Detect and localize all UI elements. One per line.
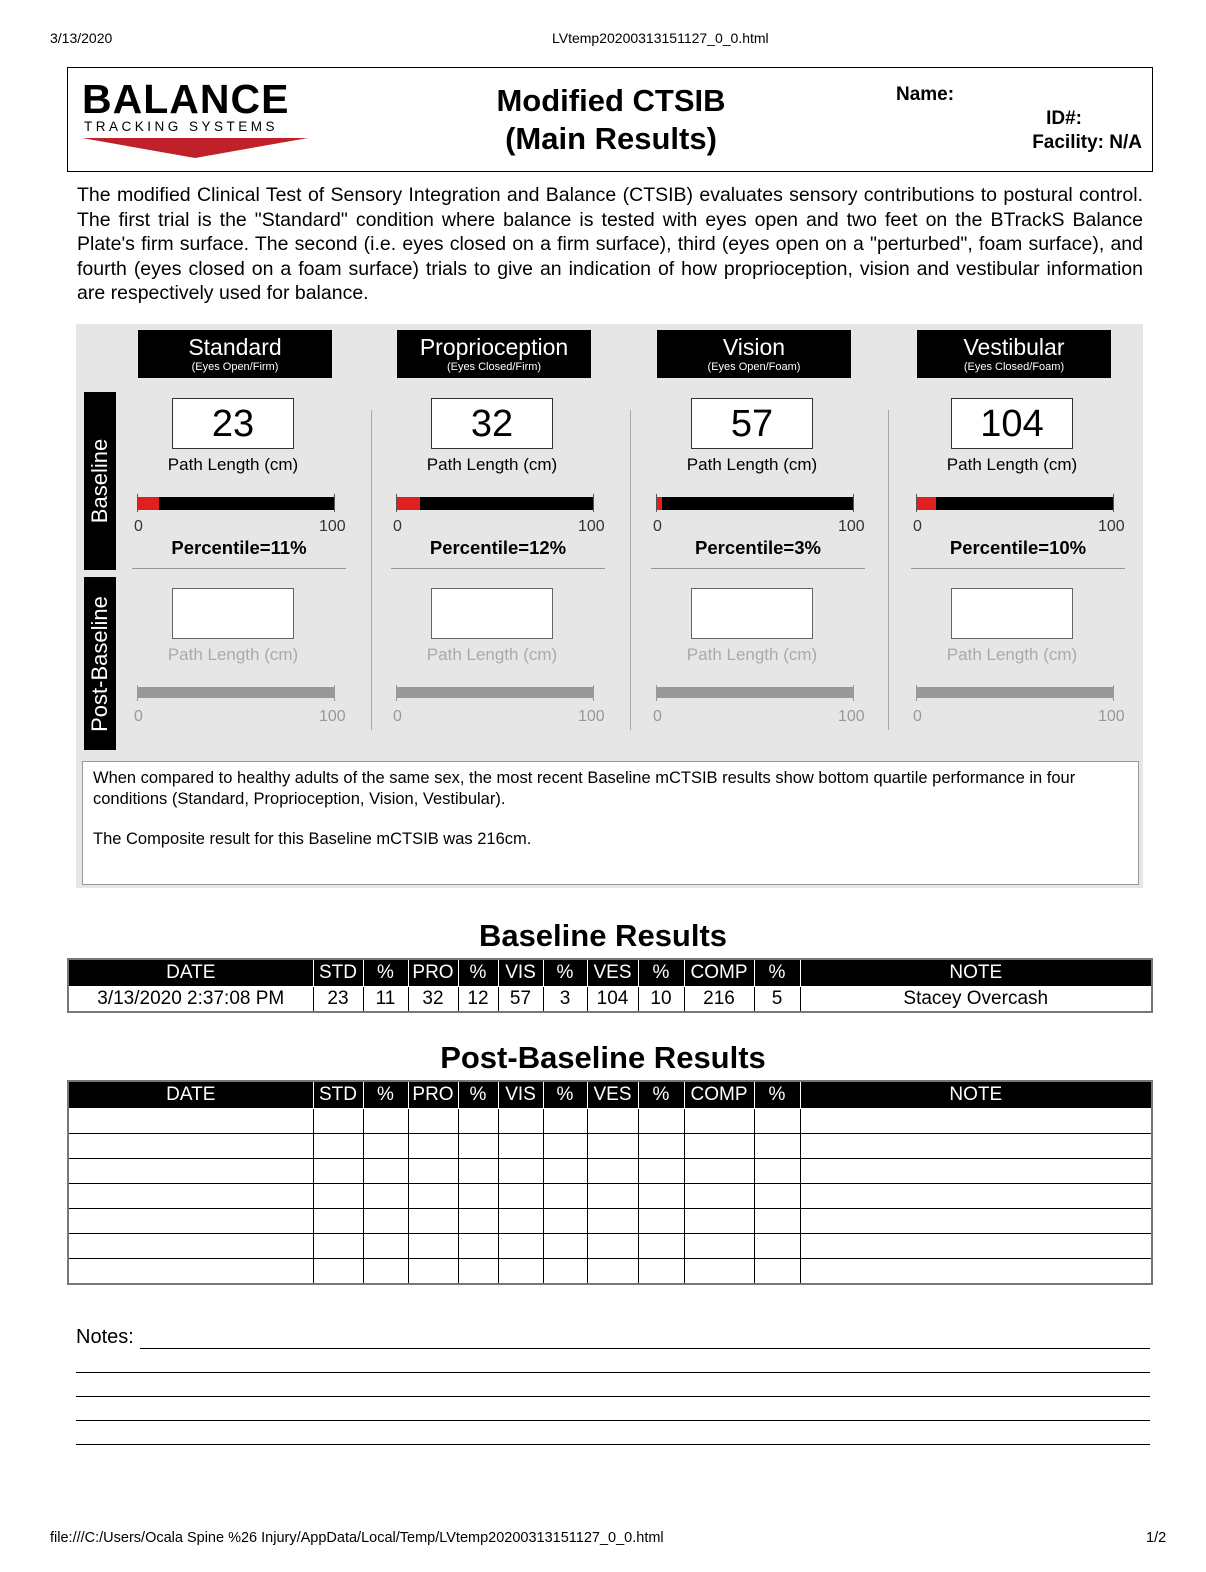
post-path-length-label: Path Length (cm) [426, 645, 558, 664]
notes-line [76, 1372, 1150, 1373]
empty-cell [543, 1159, 587, 1184]
col-pct: % [543, 1081, 587, 1109]
empty-cell [313, 1184, 363, 1209]
empty-cell [313, 1159, 363, 1184]
table-row [68, 1259, 1152, 1285]
col-pct: % [754, 959, 800, 987]
col-comp: COMP [684, 959, 754, 987]
empty-cell [754, 1184, 800, 1209]
scale-min: 0 [653, 518, 662, 535]
path-length-value: 32 [431, 398, 553, 449]
col-pct: % [754, 1081, 800, 1109]
empty-cell [68, 1109, 313, 1134]
print-date: 3/13/2020 [50, 30, 113, 46]
table-row [68, 1134, 1152, 1159]
empty-cell [498, 1209, 543, 1234]
empty-cell [458, 1159, 498, 1184]
empty-cell [68, 1159, 313, 1184]
empty-cell [543, 1209, 587, 1234]
empty-cell [363, 1184, 408, 1209]
footer-path: file:///C:/Users/Ocala Spine %26 Injury/AppData/Local/Temp/LVtemp20200313151127_0_0.html [50, 1530, 664, 1546]
condition-sub: (Eyes Closed/Firm) [446, 361, 542, 373]
empty-cell [458, 1134, 498, 1159]
empty-cell [498, 1109, 543, 1134]
empty-cell [638, 1259, 684, 1285]
percentile-fill [916, 497, 936, 510]
scale-max: 100 [838, 518, 865, 535]
table-row [68, 1209, 1152, 1234]
percentile-fill [396, 497, 420, 510]
col-pct: % [638, 959, 684, 987]
post-baseline-results-title: Post-Baseline Results [440, 1040, 766, 1075]
empty-cell [684, 1134, 754, 1159]
empty-cell [684, 1209, 754, 1234]
empty-cell [587, 1134, 638, 1159]
post-scale-max: 100 [838, 708, 865, 725]
path-length-label: Path Length (cm) [167, 455, 299, 474]
empty-cell [587, 1184, 638, 1209]
notes-line [76, 1396, 1150, 1397]
percentile-text: Percentile=11% [171, 537, 307, 558]
empty-cell [363, 1259, 408, 1285]
condition-sub: (Eyes Open/Firm) [191, 361, 279, 373]
scale-tick [853, 685, 854, 701]
condition-name: Vision [722, 334, 786, 360]
empty-cell [638, 1109, 684, 1134]
name-label: Name: [896, 84, 955, 105]
cell-pct: 12 [458, 987, 498, 1013]
cell-pct: 3 [543, 987, 587, 1013]
scale-max: 100 [578, 518, 605, 535]
empty-cell [313, 1209, 363, 1234]
post-path-length-label: Path Length (cm) [686, 645, 818, 664]
post-path-length-value [951, 588, 1073, 639]
path-length-value: 23 [172, 398, 294, 449]
table-header-row [68, 1081, 1152, 1109]
condition-standard [76, 324, 346, 764]
empty-cell [754, 1159, 800, 1184]
percentile-text: Percentile=3% [695, 537, 821, 558]
empty-cell [800, 1259, 1152, 1285]
scale-max: 100 [319, 518, 346, 535]
path-length-label: Path Length (cm) [686, 455, 818, 474]
cell-comp: 216 [684, 987, 754, 1013]
post-scale-min: 0 [653, 708, 662, 725]
scale-tick [396, 494, 397, 512]
col-pct: % [458, 959, 498, 987]
condition-name: Proprioception [419, 334, 569, 360]
cell-std: 23 [313, 987, 363, 1013]
condition-vestibular [855, 324, 1125, 764]
separator [911, 568, 1125, 569]
post-scale-min: 0 [134, 708, 143, 725]
report-title [68, 82, 1154, 158]
post-percentile-bar [916, 687, 1114, 698]
scale-tick [916, 685, 917, 701]
empty-cell [363, 1109, 408, 1134]
col-pro: PRO [408, 1081, 458, 1109]
empty-cell [543, 1184, 587, 1209]
intro-paragraph: The modified Clinical Test of Sensory Integration and Balance (CTSIB) evaluates sensory contributions to postural control. The first trial is the "Standard" condition where balance is tested with eyes open and two feet on the BTrackS Balance Plate's firm surface. The second (i.e. eyes closed on a firm surface), third (eyes open on a "perturbed", foam surface), and fourth (eyes closed on a foam surface) trials to give an indication of how proprioception, vision and vestibular information are respectively used for balance. [77, 184, 1143, 304]
empty-cell [68, 1134, 313, 1159]
empty-cell [587, 1159, 638, 1184]
scale-min: 0 [913, 518, 922, 535]
summary-box [82, 761, 1139, 885]
empty-cell [313, 1109, 363, 1134]
cell-pro: 32 [408, 987, 458, 1013]
percentile-bar [396, 497, 594, 510]
cell-pct: 10 [638, 987, 684, 1013]
col-pct: % [363, 959, 408, 987]
report-title-line2: (Main Results) [505, 121, 717, 156]
path-length-label: Path Length (cm) [946, 455, 1078, 474]
empty-cell [458, 1234, 498, 1259]
empty-cell [543, 1134, 587, 1159]
post-path-length-value [691, 588, 813, 639]
empty-cell [498, 1234, 543, 1259]
report-title-line1: Modified CTSIB [496, 83, 726, 118]
col-pct: % [458, 1081, 498, 1109]
empty-cell [684, 1159, 754, 1184]
empty-cell [408, 1159, 458, 1184]
col-pct: % [543, 959, 587, 987]
cell-vis: 57 [498, 987, 543, 1013]
empty-cell [587, 1259, 638, 1285]
table-row [68, 1159, 1152, 1184]
post-percentile-bar [396, 687, 594, 698]
cell-pct: 11 [363, 987, 408, 1013]
condition-proprioception [335, 324, 605, 764]
empty-cell [638, 1134, 684, 1159]
condition-header [917, 330, 1111, 378]
empty-cell [458, 1109, 498, 1134]
scale-tick [137, 494, 138, 512]
post-scale-max: 100 [319, 708, 346, 725]
post-path-length-label: Path Length (cm) [946, 645, 1078, 664]
empty-cell [408, 1259, 458, 1285]
empty-cell [458, 1209, 498, 1234]
report-header [67, 67, 1153, 172]
empty-cell [587, 1234, 638, 1259]
empty-cell [543, 1259, 587, 1285]
path-length-value: 104 [951, 398, 1073, 449]
scale-tick [656, 685, 657, 701]
post-percentile-bar [137, 687, 335, 698]
post-path-length-label: Path Length (cm) [167, 645, 299, 664]
empty-cell [363, 1159, 408, 1184]
percentile-fill [137, 497, 159, 510]
empty-cell [754, 1259, 800, 1285]
col-vis: VIS [498, 959, 543, 987]
empty-cell [498, 1259, 543, 1285]
empty-cell [313, 1134, 363, 1159]
col-ves: VES [587, 1081, 638, 1109]
post-path-length-value [431, 588, 553, 639]
post-baseline-side-text: Post-Baseline [87, 595, 112, 732]
percentile-text: Percentile=10% [949, 537, 1087, 558]
empty-cell [68, 1209, 313, 1234]
condition-sub: (Eyes Closed/Foam) [963, 361, 1065, 373]
separator [391, 568, 605, 569]
scale-tick [1113, 494, 1114, 512]
empty-cell [68, 1184, 313, 1209]
scale-tick [593, 685, 594, 701]
empty-cell [800, 1209, 1152, 1234]
notes-line [76, 1444, 1150, 1445]
table-row [68, 1184, 1152, 1209]
empty-cell [68, 1234, 313, 1259]
col-ves: VES [587, 959, 638, 987]
post-scale-min: 0 [913, 708, 922, 725]
scale-tick [853, 494, 854, 512]
post-scale-max: 100 [1098, 708, 1125, 725]
empty-cell [313, 1259, 363, 1285]
condition-vision [595, 324, 865, 764]
scale-max: 100 [1098, 518, 1125, 535]
logo-subtitle: TRACKING SYSTEMS [84, 119, 279, 134]
results-panel [76, 324, 1143, 888]
empty-cell [408, 1134, 458, 1159]
empty-cell [800, 1184, 1152, 1209]
empty-cell [754, 1209, 800, 1234]
empty-cell [684, 1109, 754, 1134]
cell-ves: 104 [587, 987, 638, 1013]
empty-cell [498, 1159, 543, 1184]
empty-cell [313, 1234, 363, 1259]
table-row [68, 1109, 1152, 1134]
col-vis: VIS [498, 1081, 543, 1109]
empty-cell [498, 1184, 543, 1209]
empty-cell [408, 1234, 458, 1259]
post-baseline-results-table [67, 1080, 1153, 1285]
path-length-label: Path Length (cm) [426, 455, 558, 474]
col-pct: % [638, 1081, 684, 1109]
baseline-side-text: Baseline [87, 438, 112, 524]
path-length-value: 57 [691, 398, 813, 449]
scale-tick [137, 685, 138, 701]
cell-date: 3/13/2020 2:37:08 PM [68, 987, 313, 1013]
col-note: NOTE [800, 959, 1152, 987]
empty-cell [800, 1159, 1152, 1184]
condition-sub: (Eyes Open/Foam) [707, 361, 801, 373]
scale-tick [593, 494, 594, 512]
empty-cell [638, 1159, 684, 1184]
col-comp: COMP [684, 1081, 754, 1109]
baseline-results-table [67, 958, 1153, 1013]
empty-cell [458, 1184, 498, 1209]
empty-cell [638, 1184, 684, 1209]
empty-cell [587, 1209, 638, 1234]
condition-name: Standard [188, 334, 282, 360]
col-note: NOTE [800, 1081, 1152, 1109]
post-percentile-bar [656, 687, 854, 698]
footer-page: 1/2 [1146, 1530, 1167, 1546]
notes-line [76, 1420, 1150, 1421]
empty-cell [800, 1234, 1152, 1259]
id-label: ID#: [1046, 108, 1082, 129]
scale-tick [656, 494, 657, 512]
post-scale-min: 0 [393, 708, 402, 725]
print-filename: LVtemp20200313151127_0_0.html [552, 30, 769, 46]
notes-line [140, 1348, 1150, 1349]
empty-cell [68, 1259, 313, 1285]
empty-cell [754, 1109, 800, 1134]
baseline-results-title: Baseline Results [478, 918, 728, 953]
empty-cell [543, 1109, 587, 1134]
empty-cell [684, 1234, 754, 1259]
empty-cell [587, 1109, 638, 1134]
percentile-text: Percentile=12% [429, 537, 567, 558]
post-path-length-value [172, 588, 294, 639]
empty-cell [543, 1234, 587, 1259]
empty-cell [754, 1134, 800, 1159]
scale-tick [396, 685, 397, 701]
percentile-bar [916, 497, 1114, 510]
condition-name: Vestibular [963, 334, 1065, 360]
empty-cell [498, 1134, 543, 1159]
table-row [68, 1234, 1152, 1259]
logo-title: BALANCE [82, 76, 290, 122]
empty-cell [363, 1209, 408, 1234]
col-date: DATE [68, 959, 313, 987]
col-std: STD [313, 1081, 363, 1109]
separator [132, 568, 346, 569]
empty-cell [408, 1209, 458, 1234]
scale-min: 0 [134, 518, 143, 535]
separator [651, 568, 865, 569]
col-date: DATE [68, 1081, 313, 1109]
col-pro: PRO [408, 959, 458, 987]
percentile-bar [137, 497, 335, 510]
condition-header [397, 330, 591, 378]
scale-tick [916, 494, 917, 512]
col-std: STD [313, 959, 363, 987]
empty-cell [458, 1259, 498, 1285]
cell-pct: 5 [754, 987, 800, 1013]
scale-min: 0 [393, 518, 402, 535]
empty-cell [684, 1184, 754, 1209]
percentile-bar [656, 497, 854, 510]
empty-cell [638, 1234, 684, 1259]
summary-text-2: The Composite result for this Baseline mCTSIB was 216cm. [93, 830, 532, 848]
notes-label: Notes: [76, 1326, 134, 1348]
col-pct: % [363, 1081, 408, 1109]
summary-text-1: When compared to healthy adults of the same sex, the most recent Baseline mCTSIB results show bottom quartile performance in four conditions (Standard, Proprioception, Vision, Vestibular). [93, 769, 1076, 808]
condition-header [657, 330, 851, 378]
table-row [68, 987, 1152, 1013]
post-scale-max: 100 [578, 708, 605, 725]
cell-note: Stacey Overcash [800, 987, 1152, 1013]
table-header-row [68, 959, 1152, 987]
empty-cell [363, 1234, 408, 1259]
scale-tick [1113, 685, 1114, 701]
empty-cell [800, 1109, 1152, 1134]
empty-cell [408, 1184, 458, 1209]
empty-cell [754, 1234, 800, 1259]
empty-cell [363, 1134, 408, 1159]
empty-cell [684, 1259, 754, 1285]
empty-cell [638, 1209, 684, 1234]
condition-header [138, 330, 332, 378]
empty-cell [800, 1134, 1152, 1159]
facility-label: Facility: N/A [1032, 132, 1142, 153]
empty-cell [408, 1109, 458, 1134]
